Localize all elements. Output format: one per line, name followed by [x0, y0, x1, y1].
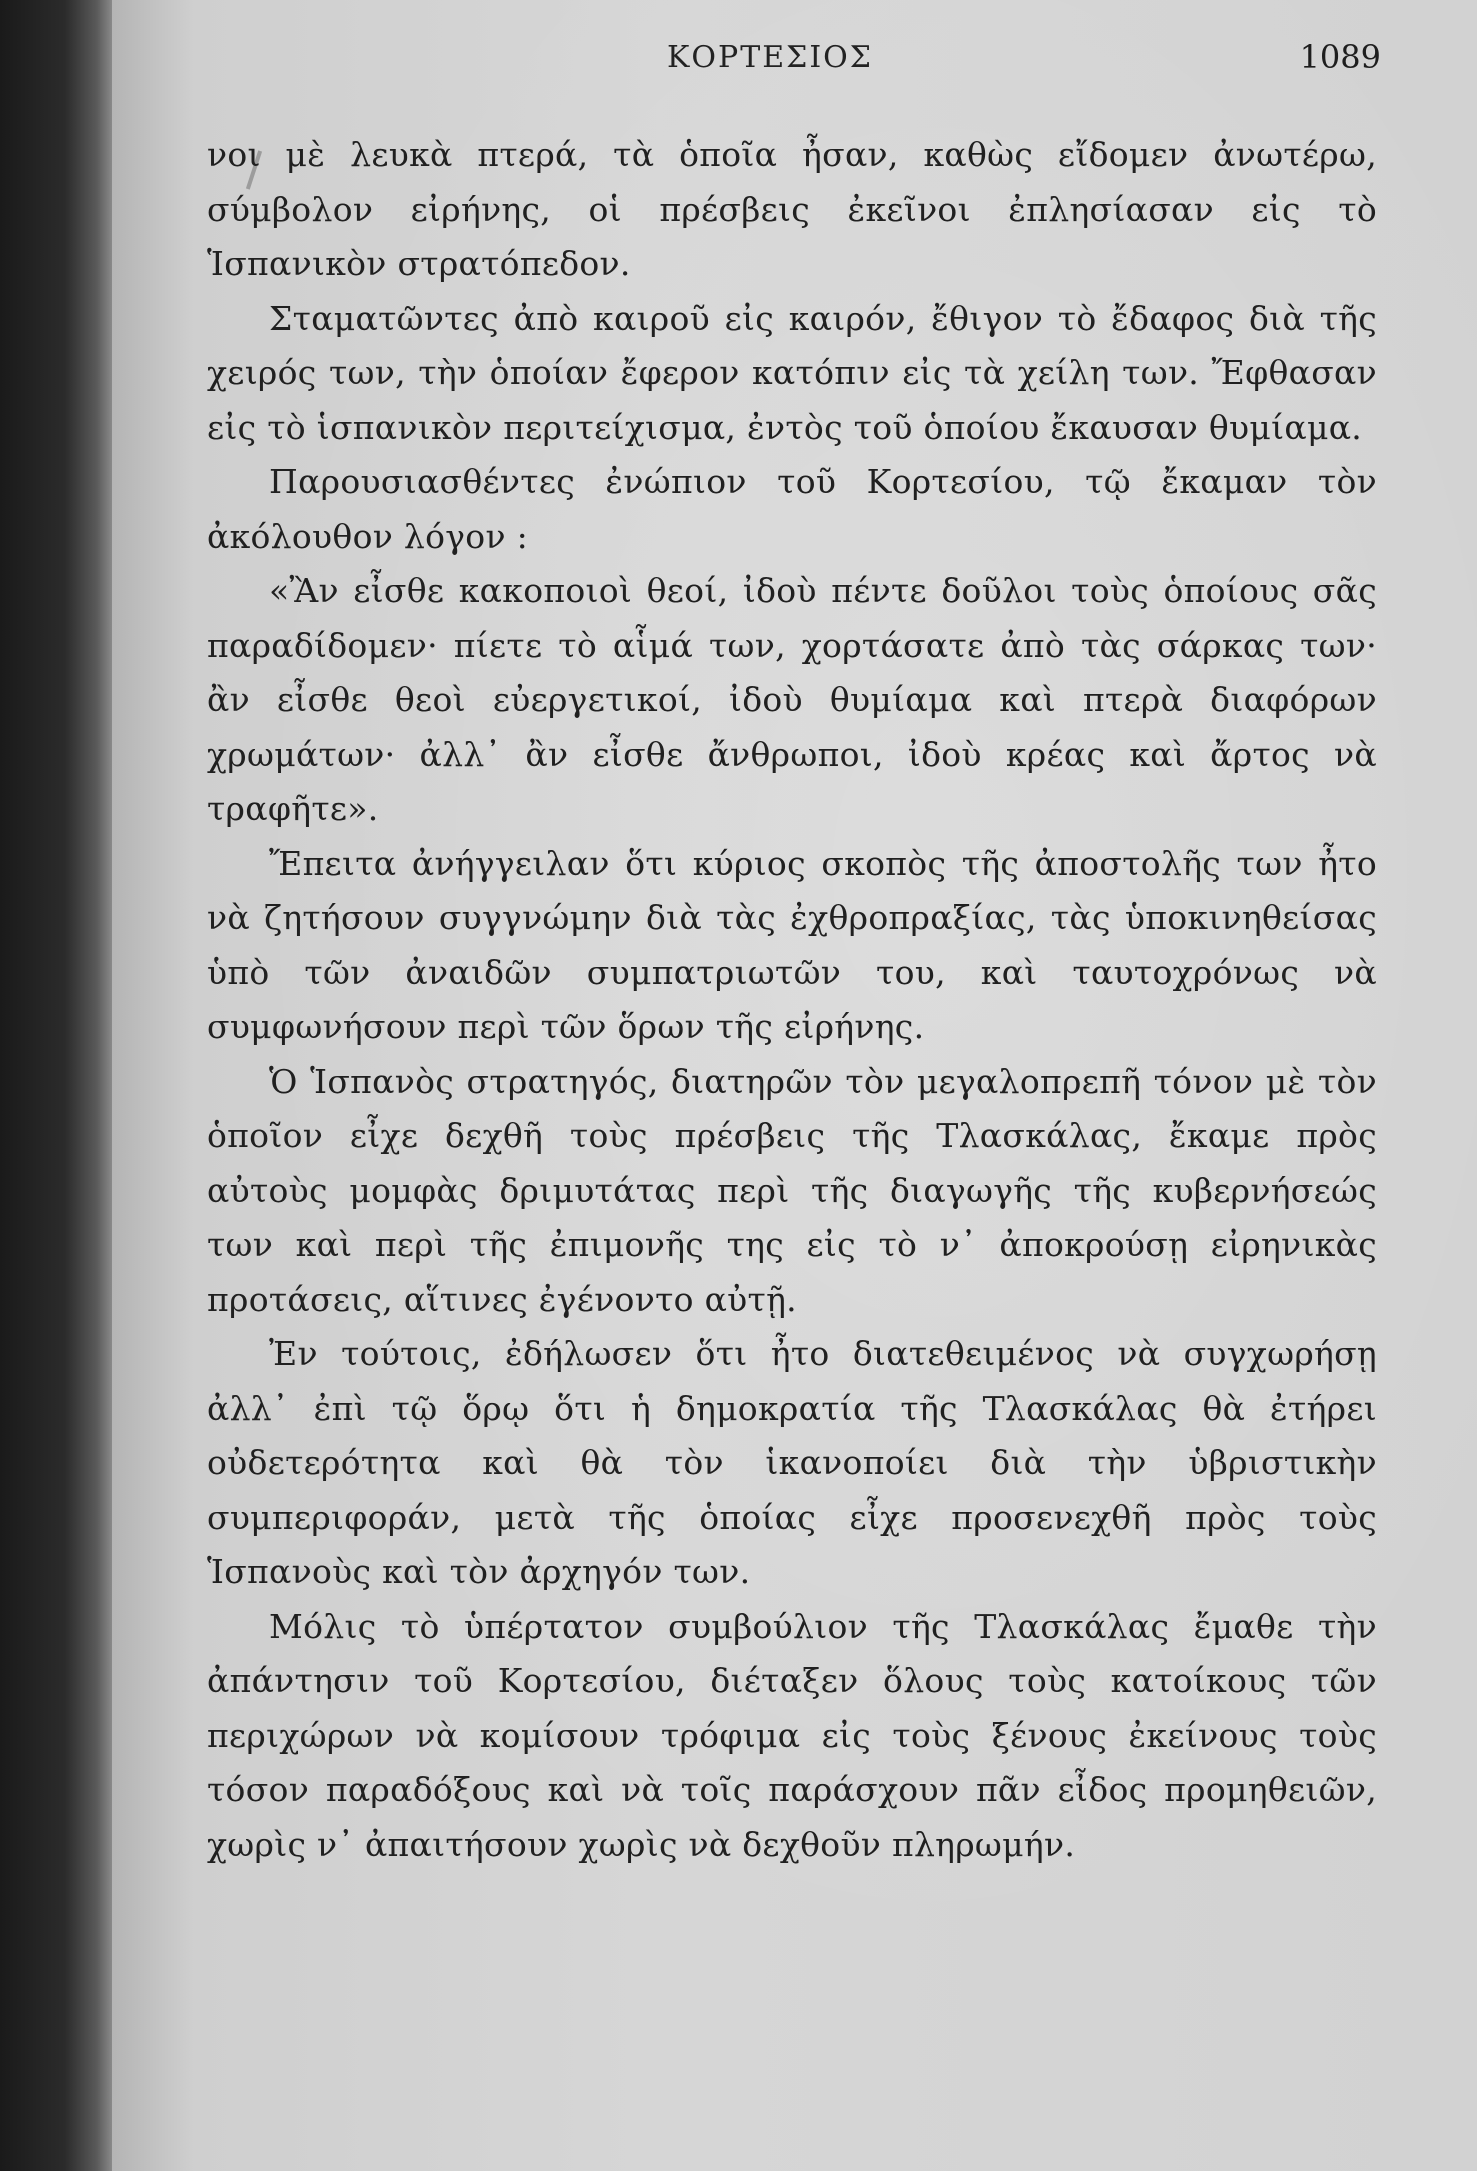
running-head	[112, 40, 1477, 90]
paragraph-quote: «Ἂν εἶσθε κακοποιοὶ θεοί, ἰδοὺ πέντε δοῦλοι τοὺς ὁποίους σᾶς παραδίδομεν· πίετε τὸ αἷμά των, χορτάσατε ἀπὸ τὰς σάρκας των· ἂν εἶσθε θεοὶ εὐεργετικοί, ἰδοὺ θυμίαμα καὶ πτερὰ διαφόρων χρωμάτων· ἀλλ᾽ ἂν εἶσθε ἄνθρωποι, ἰδοὺ κρέας καὶ ἄρτος νὰ τραφῆτε».	[207, 571, 1377, 828]
running-title: ΚΟΡΤΕΣΙΟΣ	[667, 40, 873, 75]
book-spine	[0, 0, 118, 2171]
paragraph: Παρουσιασθέντες ἐνώπιον τοῦ Κορτεσίου, τῷ ἔκαμαν τὸν ἀκόλουθον λόγον :	[207, 462, 1377, 556]
body-text	[207, 128, 1377, 2028]
paragraph: Ἐν τούτοις, ἐδήλωσεν ὅτι ἦτο διατεθειμένος νὰ συγχωρήσῃ ἀλλ᾽ ἐπὶ τῷ ὅρῳ ὅτι ἡ δημοκρατία τῆς Τλασκάλας θὰ ἐτήρει οὐδετερότητα καὶ θὰ τὸν ἱκανοποίει διὰ τὴν ὑβριστικὴν συμπεριφοράν, μετὰ τῆς ὁποίας εἶχε προσενεχθῆ πρὸς τοὺς Ἱσπανοὺς καὶ τὸν ἀρχηγόν των.	[207, 1334, 1377, 1591]
book-page	[112, 0, 1477, 2171]
page-number: 1089	[1299, 38, 1381, 76]
paragraph: Μόλις τὸ ὑπέρτατον συμβούλιον τῆς Τλασκάλας ἔμαθε τὴν ἀπάντησιν τοῦ Κορτεσίου, διέταξεν ὅλους τοὺς κατοίκους τῶν περιχώρων νὰ κομίσουν τρόφιμα εἰς τοὺς ξένους ἐκείνους τοὺς τόσον παραδόξους καὶ νὰ τοῖς παράσχουν πᾶν εἶδος προμηθειῶν, χωρὶς ν᾽ ἀπαιτήσουν χωρὶς νὰ δεχθοῦν πληρωμήν.	[207, 1606, 1377, 1864]
paragraph-continuation: νοι μὲ λευκὰ πτερά, τὰ ὁποῖα ἦσαν, καθὼς εἴδομεν ἀνωτέρω, σύμβολον εἰρήνης, οἱ πρέσβεις ἐκεῖνοι ἐπλησίασαν εἰς τὸ Ἱσπανικὸν στρατόπεδον.	[207, 135, 1377, 283]
paragraph: Σταματῶντες ἀπὸ καιροῦ εἰς καιρόν, ἔθιγον τὸ ἔδαφος διὰ τῆς χειρός των, τὴν ὁποίαν ἔφερον κατόπιν εἰς τὰ χείλη των. Ἔφθασαν εἰς τὸ ἱσπανικὸν περιτείχισμα, ἐντὸς τοῦ ὁποίου ἔκαυσαν θυμίαμα.	[207, 298, 1377, 447]
paragraph: Ὁ Ἱσπανὸς στρατηγός, διατηρῶν τὸν μεγαλοπρεπῆ τόνον μὲ τὸν ὁποῖον εἶχε δεχθῆ τοὺς πρέσβεις τῆς Τλασκάλας, ἔκαμε πρὸς αὐτοὺς μομφὰς δριμυτάτας περὶ τῆς διαγωγῆς τῆς κυβερνήσεώς των καὶ περὶ τῆς ἐπιμονῆς της εἰς τὸ ν᾽ ἀποκρούσῃ εἰρηνικὰς προτάσεις, αἵτινες ἐγένοντο αὐτῇ.	[207, 1061, 1377, 1319]
paragraph: Ἔπειτα ἀνήγγειλαν ὅτι κύριος σκοπὸς τῆς ἀποστολῆς των ἦτο νὰ ζητήσουν συγγνώμην διὰ τὰς ἐχθροπραξίας, τὰς ὑποκινηθείσας ὑπὸ τῶν ἀναιδῶν συμπατριωτῶν του, καὶ ταυτοχρόνως νὰ συμφωνήσουν περὶ τῶν ὅρων τῆς εἰρήνης.	[207, 843, 1377, 1046]
